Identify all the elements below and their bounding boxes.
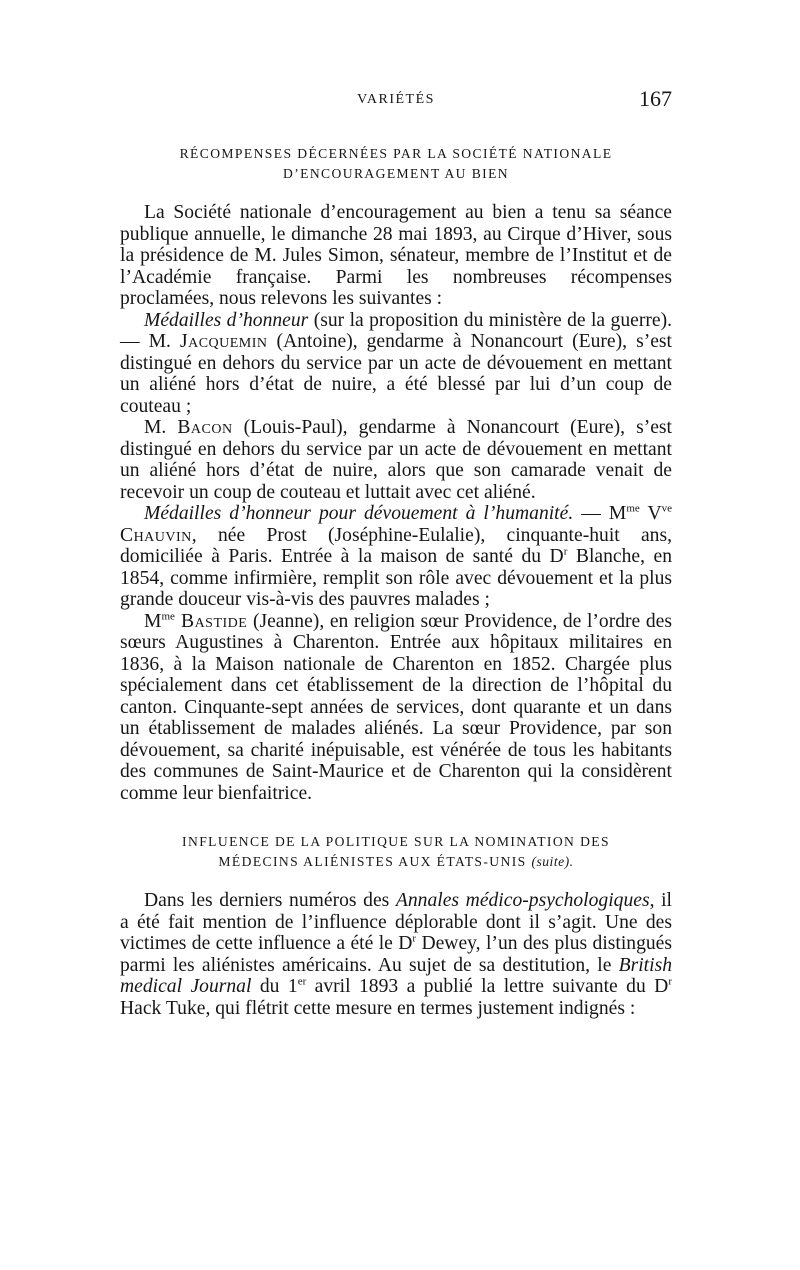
text-run: , née Prost (Joséphine-Eulalie), cinquante-huit ans, domiciliée à Paris. Entrée à la maison de santé du D bbox=[120, 524, 672, 567]
text-run: Dewey, l’un des plus distingués parmi les aliénistes américains. Au sujet de sa destitution, le bbox=[120, 933, 672, 976]
paragraph bbox=[120, 890, 672, 1019]
heading-line: RÉCOMPENSES DÉCERNÉES PAR LA SOCIÉTÉ NATIONALE bbox=[179, 146, 613, 161]
text-run: V bbox=[639, 503, 662, 524]
paragraph bbox=[120, 417, 672, 503]
heading-line bbox=[120, 852, 672, 872]
paragraph: La Société nationale d’encouragement au bien a tenu sa séance publique annuelle, le dimanche 28 mai 1893, au Cirque d’Hiver, sous la présidence de M. Jules Simon, sénateur, membre de l’Institut et de l’Académie française. Parmi les nombreuses récompenses proclamées, nous relevons les suivantes : bbox=[120, 202, 672, 309]
heading-line: INFLUENCE DE LA POLITIQUE SUR LA NOMINATION DES bbox=[182, 834, 610, 849]
journal-title: British medical Journal bbox=[120, 954, 672, 997]
running-head-title: VARIÉTÉS bbox=[357, 92, 435, 107]
paragraph bbox=[120, 503, 672, 611]
text-run: (Antoine), gendarme à Nonancourt (Eure), s’est distingué en dehors du service par un acte de dévouement en mettant un aliéné hors d’état de nuire, a été blessé par lui d’un coup de couteau ; bbox=[120, 331, 672, 417]
text-run: (sur la proposition du ministère de la guerre). — M. bbox=[120, 309, 672, 352]
section-heading-influence bbox=[120, 832, 672, 872]
text-run: (Louis-Paul), gendarme à Nonancourt (Eure), s’est distingué en dehors du service par un acte de dévouement en mettant un aliéné hors d’état de nuire, alors que son camarade venait de recevoir un coup de couteau et luttait avec cet aliéné. bbox=[120, 417, 672, 503]
journal-title: Annales médico-psychologiques bbox=[395, 890, 650, 911]
section-heading-recompenses bbox=[120, 144, 672, 184]
text-run: — bbox=[573, 503, 609, 524]
superscript: r bbox=[668, 975, 673, 988]
heading-suite: (suite). bbox=[531, 854, 574, 869]
italic-title: Médailles d’honneur pour dévouement à l’humanité. bbox=[144, 503, 574, 524]
person-name: Bastide bbox=[174, 610, 248, 632]
heading-line: D’ENCOURAGEMENT AU BIEN bbox=[282, 166, 510, 181]
text-run: avril 1893 a publié la lettre suivante du D bbox=[306, 976, 669, 997]
heading-text: MÉDECINS ALIÉNISTES AUX ÉTATS-UNIS bbox=[218, 854, 527, 869]
person-name: Chauvin bbox=[120, 524, 192, 546]
superscript: me bbox=[161, 609, 175, 622]
text-run: , il a été fait mention de l’influence déplorable dont il s’agit. Une des victimes de cette influence a été le D bbox=[120, 890, 672, 954]
paragraph bbox=[120, 611, 672, 805]
superscript: ve bbox=[661, 502, 672, 515]
text-run: M bbox=[608, 503, 627, 524]
superscript: me bbox=[626, 502, 640, 515]
text-run: M. bbox=[144, 417, 178, 438]
italic-title: Médailles d’honneur bbox=[144, 309, 309, 331]
superscript: er bbox=[297, 975, 307, 988]
book-page bbox=[120, 86, 672, 1019]
text-run: du 1 bbox=[251, 976, 298, 997]
person-name: Bacon bbox=[177, 417, 233, 438]
text-run: M bbox=[144, 610, 162, 632]
person-name: Jacquemin bbox=[179, 331, 268, 352]
text-run: Dans les derniers numéros des bbox=[144, 890, 396, 911]
page-number: 167 bbox=[639, 86, 672, 111]
superscript: r bbox=[412, 932, 417, 945]
text-run: (Jeanne), en religion sœur Providence, de l’ordre des sœurs Augustines à Charenton. Entrée aux hôpitaux militaires en 1836, à la Maison nationale de Charenton en 1852. Chargée plus spécialement dans cet établissement de la direction de l’hôpital du canton. Cinquante-sept années de services, dont quarante et un dans un établissement de malades aliénés. La sœur Providence, par son dévouement, sa charité inépuisable, est vénérée de tous les habitants des communes de Saint-Maurice et de Charenton qui la considèrent comme leur bienfaitrice. bbox=[120, 610, 672, 804]
text-run: Hack Tuke, qui flétrit cette mesure en termes justement indignés : bbox=[120, 997, 636, 1019]
superscript: r bbox=[563, 545, 568, 558]
text-run: Blanche, en 1854, comme infirmière, remplit son rôle avec dévouement et la plus grande douceur vis-à-vis des pauvres malades ; bbox=[120, 546, 672, 610]
running-head bbox=[120, 86, 672, 122]
paragraph bbox=[120, 310, 672, 418]
